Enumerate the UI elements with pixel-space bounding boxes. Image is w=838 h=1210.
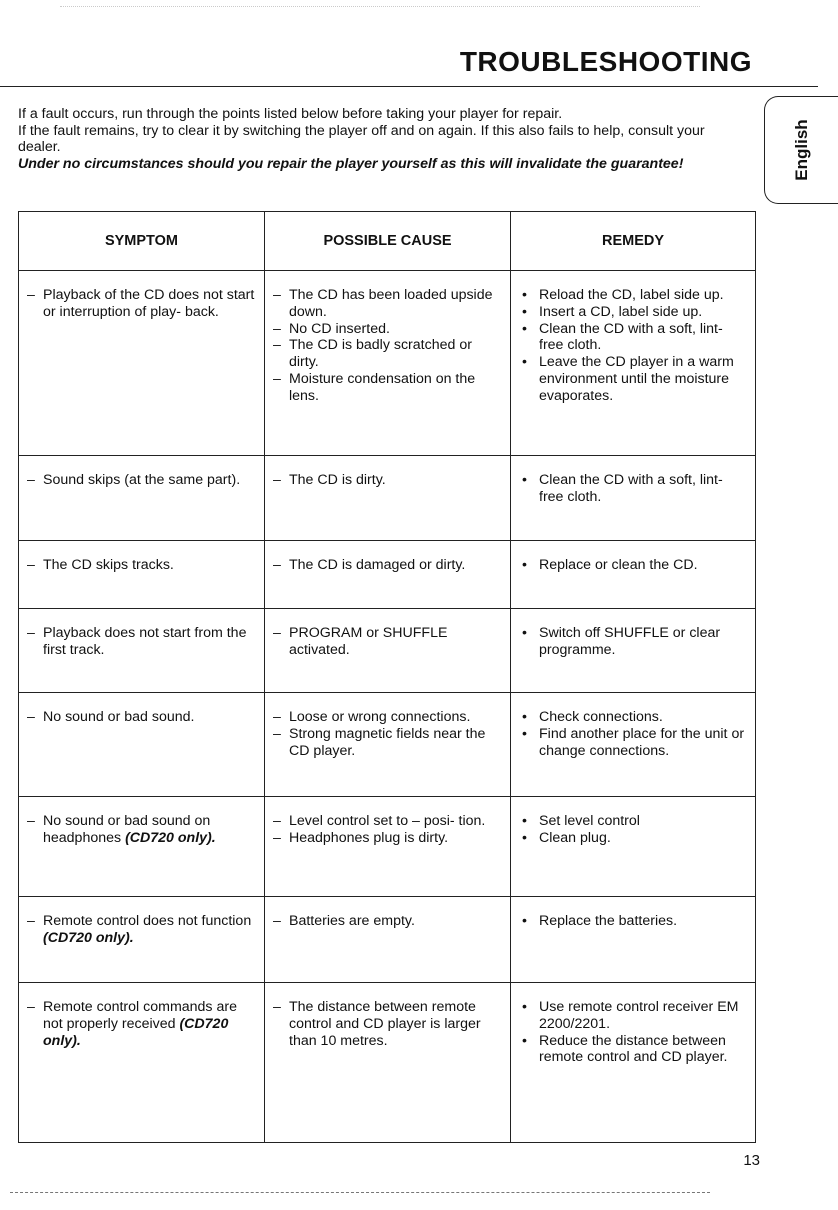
symptom-cell [19,456,265,541]
cause-item: – The CD has been loaded upside down. [273,287,502,321]
remedy-cell [511,797,756,897]
cause-item: – PROGRAM or SHUFFLE activated. [273,625,502,659]
table-row [19,693,756,797]
table-row [19,897,756,983]
cause-cell [265,983,511,1143]
cause-header: POSSIBLE CAUSE [265,212,511,271]
symptom-cell [19,271,265,456]
remedy-item: • Clean the CD with a soft, lint-free cloth. [519,472,747,506]
table-row [19,797,756,897]
symptom-cell [19,897,265,983]
cause-item: – No CD inserted. [273,321,502,338]
table-row [19,456,756,541]
scan-artifact-top [60,6,700,17]
cause-item: – The CD is damaged or dirty. [273,557,502,574]
troubleshooting-table [18,211,756,1143]
remedy-item: • Replace the batteries. [519,913,747,930]
table-row [19,271,756,456]
cause-item: – The CD is badly scratched or dirty. [273,337,502,371]
remedy-cell [511,897,756,983]
cause-item: – Headphones plug is dirty. [273,830,502,847]
cause-item: – Batteries are empty. [273,913,502,930]
symptom-text: Playback does not start from the first track. [43,625,247,658]
remedy-cell [511,693,756,797]
remedy-item: • Replace or clean the CD. [519,557,747,574]
remedy-cell [511,271,756,456]
remedy-item: • Use remote control receiver EM 2200/2201. [519,999,747,1033]
cause-cell [265,797,511,897]
cause-cell [265,541,511,609]
scan-artifact-bottom [10,1192,710,1203]
language-tab [764,96,838,204]
symptom-text: Playback of the CD does not start or interruption of play- back. [43,287,255,320]
symptom-item [27,287,256,321]
table-header-row [19,212,756,271]
symptom-item [27,557,256,574]
symptom-cell [19,609,265,693]
symptom-item [27,913,256,947]
symptom-item [27,709,256,726]
symptom-header: SYMPTOM [19,212,265,271]
table-body [19,271,756,1143]
symptom-item [27,472,256,489]
title-rule [0,86,818,87]
language-tab-label: English [791,119,811,181]
symptom-item [27,625,256,659]
cause-cell [265,897,511,983]
symptom-text: No sound or bad sound on headphones [43,813,211,846]
remedy-item: • Set level control [519,813,747,830]
warning-text: Under no circumstances should you repair the player yourself as this will invalidate the guarantee! [18,155,684,172]
symptom-text: The CD skips tracks. [43,557,174,573]
intro-line-1: If a fault occurs, run through the points listed below before taking your player for repair. [18,106,563,122]
cause-item: – The distance between remote control and CD player is larger than 10 metres. [273,999,502,1049]
remedy-item: • Check connections. [519,709,747,726]
cause-item: – Strong magnetic fields near the CD player. [273,726,502,760]
page-number: 13 [743,1152,760,1169]
cause-cell [265,693,511,797]
remedy-item: • Reload the CD, label side up. [519,287,747,304]
symptom-cell [19,983,265,1143]
symptom-cell [19,541,265,609]
symptom-item [27,999,256,1049]
cause-item: – Level control set to – posi- tion. [273,813,502,830]
remedy-cell [511,541,756,609]
remedy-item: • Leave the CD player in a warm environment until the moisture evaporates. [519,354,747,404]
remedy-item: • Clean the CD with a soft, lint-free cloth. [519,321,747,355]
symptom-text: Remote control commands are not properly received [43,999,237,1032]
symptom-text: Sound skips (at the same part). [43,472,241,488]
model-note: (CD720 only). [125,829,216,846]
remedy-header: REMEDY [511,212,756,271]
cause-cell [265,456,511,541]
remedy-item: • Switch off SHUFFLE or clear programme. [519,625,747,659]
cause-item: – Moisture condensation on the lens. [273,371,502,405]
symptom-text: No sound or bad sound. [43,709,195,725]
cause-cell [265,271,511,456]
symptom-item [27,813,256,847]
table-row [19,609,756,693]
model-note: (CD720 only). [43,929,134,946]
remedy-item: • Clean plug. [519,830,747,847]
intro-text [18,106,738,172]
symptom-cell [19,797,265,897]
remedy-item: • Find another place for the unit or change connections. [519,726,747,760]
cause-item: – Loose or wrong connections. [273,709,502,726]
remedy-cell [511,456,756,541]
model-note: (CD720 only). [43,1015,229,1049]
page-title: TROUBLESHOOTING [459,46,752,77]
symptom-cell [19,693,265,797]
remedy-cell [511,983,756,1143]
table-row [19,541,756,609]
cause-cell [265,609,511,693]
intro-line-2: If the fault remains, try to clear it by switching the player off and on again. If this also fails to help, consult your dealer. [18,122,705,155]
table-row [19,983,756,1143]
remedy-item: • Insert a CD, label side up. [519,304,747,321]
remedy-cell [511,609,756,693]
symptom-text: Remote control does not function [43,913,252,929]
cause-item: – The CD is dirty. [273,472,502,489]
remedy-item: • Reduce the distance between remote control and CD player. [519,1033,747,1067]
